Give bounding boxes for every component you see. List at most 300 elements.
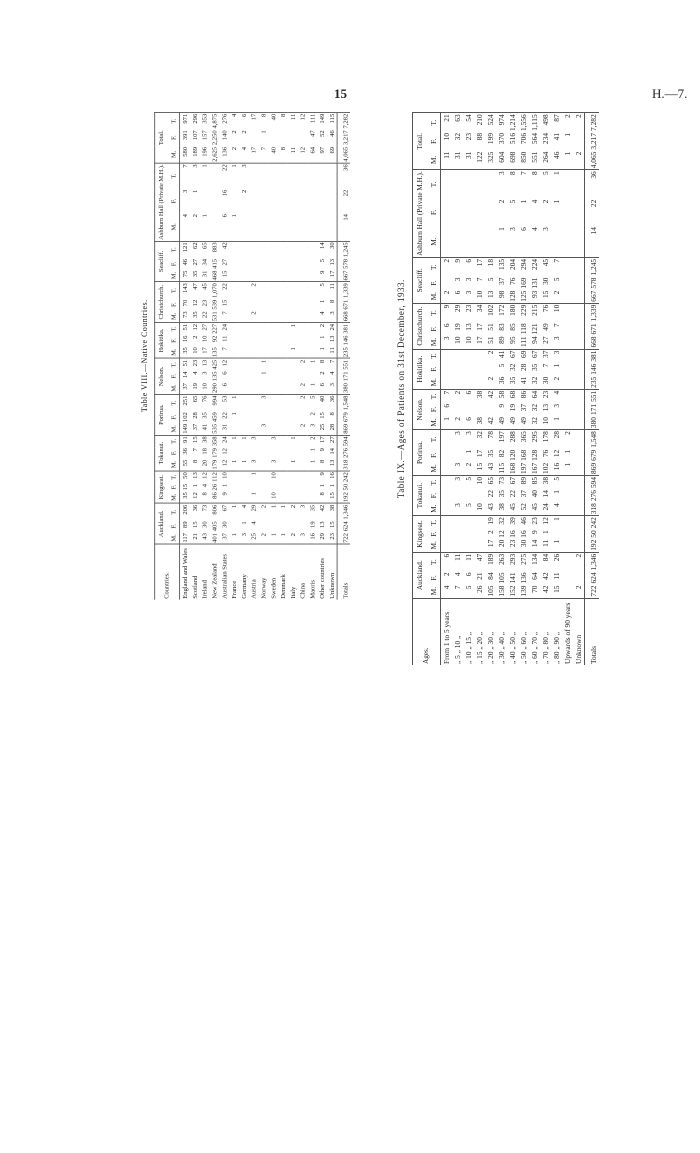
table-cell: 4 bbox=[317, 311, 326, 315]
table-cell bbox=[317, 189, 327, 213]
table-row bbox=[180, 112, 190, 599]
totals-cell: 146 bbox=[337, 335, 350, 347]
totals-cell: 171 bbox=[585, 403, 600, 416]
table-cell: 7 bbox=[180, 163, 190, 189]
table-cell: 13 bbox=[327, 335, 336, 343]
table-cell: 1 bbox=[317, 299, 326, 304]
table-cell: 41 bbox=[200, 423, 209, 431]
column-group-header: Ashburn Hall (Private M.H.). bbox=[413, 170, 430, 258]
row-label: „ 10 „ 15 „ bbox=[463, 598, 474, 665]
totals-cell: 722 bbox=[337, 532, 350, 544]
totals-cell: 578 bbox=[337, 258, 350, 270]
table-cell: 157 bbox=[200, 130, 209, 141]
table-row bbox=[327, 112, 337, 599]
table-cell: 6 bbox=[518, 227, 528, 231]
table-cell: 3 bbox=[239, 533, 248, 537]
table-cell: 4 bbox=[551, 389, 562, 403]
column-subheader: M. bbox=[429, 539, 441, 553]
table-cell bbox=[249, 241, 259, 258]
table-cell: 51 bbox=[485, 336, 495, 344]
table-cell bbox=[474, 199, 485, 226]
table-cell: 68 bbox=[507, 389, 518, 403]
table-cell bbox=[298, 483, 308, 491]
table-cell: 4 bbox=[190, 371, 199, 375]
table-cell bbox=[249, 299, 259, 311]
table-cell: 35 bbox=[200, 412, 209, 419]
table-cell: 4 bbox=[551, 503, 561, 507]
table-cell bbox=[307, 311, 317, 323]
table-cell bbox=[268, 358, 278, 370]
table-cell bbox=[268, 163, 278, 189]
table-cell bbox=[562, 335, 573, 349]
table-cell: 140 bbox=[219, 130, 228, 141]
table-cell bbox=[562, 502, 573, 516]
table-cell: 65 bbox=[190, 394, 200, 411]
totals-cell: 276 bbox=[337, 447, 350, 459]
table-cell bbox=[463, 489, 474, 502]
table-cell: 5 bbox=[551, 475, 562, 489]
table-cell bbox=[441, 430, 453, 449]
totals-cell: 36 bbox=[337, 163, 350, 189]
column-subheader: F. bbox=[429, 529, 441, 538]
table-cell: 229 bbox=[518, 303, 529, 322]
table-cell: 11 bbox=[441, 151, 451, 159]
table-cell bbox=[562, 389, 573, 403]
table-cell: 1 bbox=[307, 383, 317, 387]
totals-cell: 242 bbox=[585, 516, 600, 530]
table-cell: 64 bbox=[529, 572, 539, 580]
table-cell: 5 bbox=[507, 199, 517, 204]
table-cell: 1 bbox=[327, 483, 336, 488]
table-cell bbox=[249, 483, 259, 491]
table-cell bbox=[452, 516, 463, 530]
column-subheader: T. bbox=[429, 516, 441, 530]
table-cell: 294 bbox=[518, 257, 529, 276]
column-subheader: F. bbox=[429, 449, 441, 462]
table-cell: 91 bbox=[180, 435, 190, 447]
table-cell: 6 bbox=[463, 417, 473, 421]
table-cell: 1 bbox=[518, 199, 528, 204]
table-cell: 35 bbox=[180, 347, 189, 354]
table-cell: 850 bbox=[518, 151, 528, 163]
table-cell: 53 bbox=[219, 394, 229, 411]
table-cell: 42 bbox=[317, 503, 327, 520]
table-cell bbox=[452, 449, 463, 462]
table-cell: 10 bbox=[268, 471, 278, 483]
table-cell: 10 bbox=[452, 336, 462, 344]
column-subheader: F. bbox=[169, 411, 179, 423]
row-label: France bbox=[229, 544, 239, 599]
column-subheader: T. bbox=[169, 323, 179, 335]
column-subheader: T. bbox=[429, 349, 441, 363]
table-cell bbox=[258, 323, 268, 335]
column-subheader: F. bbox=[169, 258, 179, 270]
table-cell bbox=[288, 411, 298, 423]
table-cell bbox=[307, 189, 317, 213]
table-cell bbox=[573, 403, 585, 416]
table-cell: 45 bbox=[540, 257, 551, 276]
table-cell bbox=[298, 213, 308, 241]
table-cell bbox=[278, 241, 288, 258]
totals-cell: 551 bbox=[337, 358, 350, 370]
table-cell bbox=[268, 189, 278, 213]
table-cell bbox=[278, 411, 288, 423]
column-subheader: T. bbox=[169, 394, 179, 411]
column-subheader: T. bbox=[429, 552, 441, 571]
table-cell: 45 bbox=[200, 282, 210, 299]
table-cell: 2 bbox=[441, 257, 453, 276]
table-cell: 10 bbox=[474, 475, 485, 489]
column-group-header: Seacliff. bbox=[155, 241, 170, 282]
table-cell: 974 bbox=[496, 113, 507, 132]
table-cell: 19 bbox=[485, 516, 496, 530]
table-cell: 1 bbox=[229, 214, 238, 218]
table-cell bbox=[298, 335, 308, 347]
row-label: „ 50 „ 60 „ bbox=[518, 598, 529, 665]
table-cell: 3 bbox=[551, 403, 561, 408]
table-cell: 3 bbox=[298, 503, 308, 520]
table-cell: 6 bbox=[441, 403, 451, 408]
table-cell bbox=[249, 371, 259, 383]
table-cell: 1,214 bbox=[507, 114, 517, 131]
table-cell: 30 bbox=[540, 376, 550, 385]
column-group-header: Porirua. bbox=[413, 430, 430, 476]
totals-cell: 192 bbox=[337, 491, 350, 503]
table-cell bbox=[298, 189, 308, 213]
table-cell bbox=[278, 163, 288, 189]
table-cell bbox=[249, 382, 259, 394]
table-cell bbox=[278, 311, 288, 323]
column-group-header: Hokitika. bbox=[155, 323, 170, 359]
table-cell: 54 bbox=[463, 113, 474, 132]
table-cell: 7 bbox=[441, 389, 453, 403]
table-cell: 1 bbox=[562, 132, 572, 137]
table-cell bbox=[288, 129, 298, 146]
table-cell: 15 bbox=[474, 462, 484, 471]
table-cell bbox=[562, 376, 573, 390]
table-cell: 1 bbox=[317, 335, 326, 339]
table-cell: 3 bbox=[249, 435, 259, 447]
table-cell bbox=[307, 471, 317, 483]
table-cell: 51 bbox=[180, 358, 190, 370]
table-cell: 263 bbox=[496, 552, 507, 571]
table-cell: 35 bbox=[190, 270, 199, 278]
table-cell: 1 bbox=[441, 417, 451, 421]
table-cell bbox=[288, 189, 298, 213]
table-cell: 13 bbox=[190, 471, 200, 483]
totals-cell: 869 bbox=[585, 462, 600, 476]
table-cell bbox=[441, 539, 453, 553]
table-ages-of-patients bbox=[396, 112, 599, 665]
column-subheader: M. bbox=[169, 382, 179, 394]
totals-cell: 1,346 bbox=[337, 503, 350, 520]
totals-cell: 594 bbox=[585, 475, 600, 489]
table-cell: 3 bbox=[200, 371, 209, 375]
table-cell: 98 bbox=[496, 290, 506, 299]
table-cell: 35 bbox=[180, 492, 189, 499]
table-cell bbox=[278, 447, 288, 459]
table-cell: 806 bbox=[209, 503, 219, 520]
table-cell: 415 bbox=[210, 258, 219, 269]
table-cell: 73 bbox=[200, 503, 210, 520]
table-cell bbox=[288, 258, 298, 270]
table-cell bbox=[298, 371, 308, 383]
totals-cell: 869 bbox=[337, 423, 350, 435]
table-cell: 41 bbox=[518, 376, 528, 385]
table-cell: 16 bbox=[180, 335, 189, 343]
table-cell bbox=[278, 258, 288, 270]
table-cell bbox=[258, 189, 268, 213]
table-cell bbox=[452, 199, 463, 226]
table-cell: 76 bbox=[540, 303, 551, 322]
table-cell: 27 bbox=[327, 435, 337, 447]
table-cell: 290 bbox=[210, 383, 219, 393]
table-cell: 38 bbox=[474, 389, 485, 403]
table-cell: 1 bbox=[229, 459, 238, 463]
table-cell: 35 bbox=[485, 449, 495, 458]
table-cell: 46 bbox=[327, 130, 336, 137]
table-cell: 516 bbox=[507, 132, 517, 145]
totals-cell: 22 bbox=[337, 189, 350, 213]
table-cell: 58 bbox=[496, 389, 507, 403]
table-cell: 26 bbox=[551, 552, 562, 571]
table-cell bbox=[317, 213, 327, 241]
table-cell bbox=[249, 163, 259, 189]
table-cell: 10 bbox=[551, 303, 562, 322]
table-cell: 31 bbox=[219, 423, 228, 431]
table-cell: 89 bbox=[496, 336, 506, 344]
table-cell: 78 bbox=[485, 430, 496, 449]
table-cell: 8 bbox=[327, 299, 336, 304]
table-cell: 10 bbox=[200, 335, 209, 343]
table-cell: 3 bbox=[452, 503, 462, 507]
table-cell bbox=[249, 411, 259, 423]
table-cell bbox=[307, 323, 317, 335]
table-cell: 5 bbox=[551, 277, 561, 282]
table-cell: 1 bbox=[229, 394, 239, 411]
column-subheader: F. bbox=[429, 489, 441, 502]
table-cell: 35 bbox=[190, 311, 199, 318]
table-cell bbox=[278, 129, 288, 146]
table-cell bbox=[463, 529, 474, 538]
table-cell: 24 bbox=[219, 435, 229, 447]
table-cell: 1 bbox=[278, 533, 287, 537]
table-cell bbox=[573, 277, 585, 290]
table-cell bbox=[298, 520, 308, 532]
table-cell: 4 bbox=[452, 572, 462, 577]
table-cell bbox=[441, 502, 453, 516]
table-cell bbox=[239, 335, 249, 347]
table-cell bbox=[307, 483, 317, 491]
table-cell bbox=[268, 394, 278, 411]
table-cell bbox=[258, 299, 268, 311]
table-cell bbox=[307, 258, 317, 270]
table-cell: 42 bbox=[540, 585, 550, 593]
table-cell bbox=[239, 483, 249, 491]
table-cell bbox=[288, 241, 298, 258]
table-cell: 2 bbox=[258, 503, 268, 520]
table-cell: 994 bbox=[209, 394, 219, 411]
row-label: Italy bbox=[288, 544, 298, 599]
table-cell bbox=[268, 371, 278, 383]
table-cell: 24 bbox=[327, 323, 337, 335]
table-cell: 7 bbox=[259, 146, 268, 151]
table-cell: 604 bbox=[496, 151, 506, 163]
table-cell bbox=[229, 346, 239, 358]
table-cell: 117 bbox=[180, 533, 189, 543]
table-cell: 39 bbox=[507, 516, 518, 530]
table-cell: 85 bbox=[529, 475, 540, 489]
table-cell: 69 bbox=[518, 349, 529, 363]
row-label: Austria bbox=[249, 544, 259, 599]
column-subheader: M. bbox=[429, 376, 441, 390]
table-cell: 1 bbox=[239, 459, 248, 463]
table-cell: 20 bbox=[200, 459, 209, 467]
column-subheader: T. bbox=[429, 389, 441, 403]
table-cell: 158 bbox=[496, 585, 506, 597]
table-cell: 87 bbox=[551, 113, 562, 132]
table-cell bbox=[452, 226, 463, 257]
table-cell: 35 bbox=[507, 376, 517, 385]
column-subheader: F. bbox=[169, 447, 179, 459]
table-cell: 5 bbox=[463, 585, 473, 590]
table-cell: 23 bbox=[327, 533, 336, 540]
table-cell: 17 bbox=[249, 146, 258, 154]
table-cell: 67 bbox=[219, 503, 229, 520]
row-label: Norway bbox=[258, 544, 268, 599]
table-cell bbox=[268, 213, 278, 241]
table-cell: 35 bbox=[529, 363, 539, 372]
table-cell: 6 bbox=[452, 290, 462, 295]
table-cell bbox=[327, 213, 337, 241]
table-cell bbox=[298, 282, 308, 299]
table-cell bbox=[441, 516, 453, 530]
table-cell: 1 bbox=[307, 459, 317, 463]
table-cell bbox=[278, 394, 288, 411]
totals-cell: 50 bbox=[585, 529, 600, 538]
header-row-sub bbox=[169, 112, 179, 599]
table-cell: 94 bbox=[529, 336, 539, 344]
table-cell bbox=[239, 491, 249, 503]
table-cell: 16 bbox=[219, 189, 228, 197]
table-cell: 128 bbox=[529, 449, 539, 461]
table-cell bbox=[441, 199, 453, 226]
table-cell bbox=[278, 471, 288, 483]
table-cell bbox=[288, 270, 298, 282]
table-cell: 27 bbox=[540, 336, 550, 344]
table-cell: 15 bbox=[540, 290, 550, 299]
table-cell bbox=[441, 462, 453, 476]
table-cell: 8 bbox=[317, 492, 326, 496]
totals-cell: 242 bbox=[337, 471, 350, 483]
table-cell: 25 bbox=[317, 423, 326, 431]
table-cell bbox=[239, 323, 249, 335]
table-cell: 120 bbox=[507, 449, 517, 461]
column-subheader: M. bbox=[169, 491, 179, 503]
table-cell: 21 bbox=[190, 533, 199, 540]
column-header: Countries. bbox=[155, 544, 180, 599]
table-cell: 31 bbox=[200, 270, 209, 278]
table-cell bbox=[441, 529, 453, 538]
header-row-groups bbox=[413, 113, 430, 665]
table-cell: 16 bbox=[518, 530, 528, 538]
table-cell bbox=[441, 475, 453, 489]
table-cell: 23 bbox=[529, 516, 540, 530]
table-cell bbox=[229, 311, 239, 323]
table-cell bbox=[258, 346, 268, 358]
table-row bbox=[573, 113, 585, 665]
table-cell bbox=[573, 335, 585, 349]
table-cell: 51 bbox=[180, 323, 190, 335]
table-cell: 11 bbox=[463, 552, 474, 571]
table-cell: 11 bbox=[551, 572, 561, 580]
column-group-header: Kingseat. bbox=[155, 471, 170, 504]
column-subheader: M. bbox=[169, 346, 179, 358]
column-subheader: M. bbox=[169, 311, 179, 323]
table-cell bbox=[239, 241, 249, 258]
table-cell bbox=[278, 491, 288, 503]
table-cell bbox=[562, 585, 573, 599]
table-cell: 8 bbox=[507, 170, 518, 199]
table-cell bbox=[485, 363, 496, 376]
table-cell bbox=[229, 282, 239, 299]
table-cell bbox=[298, 346, 308, 358]
table-cell: 17 bbox=[474, 323, 484, 331]
table-cell: 210 bbox=[474, 113, 485, 132]
table-cell bbox=[327, 163, 337, 189]
table-cell bbox=[278, 382, 288, 394]
totals-row bbox=[585, 113, 600, 665]
totals-cell: 578 bbox=[585, 277, 600, 290]
table-cell: 2 bbox=[573, 151, 583, 156]
table-cell bbox=[258, 382, 268, 394]
table-cell: 141 bbox=[507, 572, 517, 584]
table-cell: 7 bbox=[551, 323, 561, 328]
table-row bbox=[229, 112, 239, 599]
table-cell: 1 bbox=[229, 503, 239, 520]
table-cell: 30 bbox=[518, 539, 528, 548]
table-cell bbox=[573, 516, 585, 530]
table-cell bbox=[562, 489, 573, 502]
table-cell bbox=[298, 435, 308, 447]
table-cell: 2 bbox=[562, 430, 573, 449]
table-cell: 40 bbox=[268, 112, 278, 129]
table-cell: 199 bbox=[485, 132, 495, 145]
table-cell bbox=[288, 382, 298, 394]
table-cell: 22 bbox=[485, 490, 495, 498]
table-cell: 17 bbox=[485, 539, 495, 548]
table-cell bbox=[562, 349, 573, 363]
table-cell: 1,070 bbox=[210, 283, 219, 298]
table-cell bbox=[278, 346, 288, 358]
table-cell: 55 bbox=[180, 459, 189, 467]
table-cell bbox=[307, 270, 317, 282]
table-cell bbox=[562, 277, 573, 290]
table-cell: 13 bbox=[327, 459, 336, 467]
table-row bbox=[529, 113, 540, 665]
totals-cell: 192 bbox=[585, 539, 600, 553]
table-cell bbox=[452, 489, 463, 502]
table-cell bbox=[268, 423, 278, 435]
table-cell: 84 bbox=[540, 552, 551, 571]
table-cell: 196 bbox=[200, 146, 209, 157]
totals-cell: 1,245 bbox=[337, 241, 350, 258]
table-cell: 111 bbox=[307, 112, 317, 129]
table-cell bbox=[298, 447, 308, 459]
table-cell: 1 bbox=[540, 530, 550, 535]
table-row bbox=[452, 113, 463, 665]
table-cell: 325 bbox=[485, 151, 495, 163]
